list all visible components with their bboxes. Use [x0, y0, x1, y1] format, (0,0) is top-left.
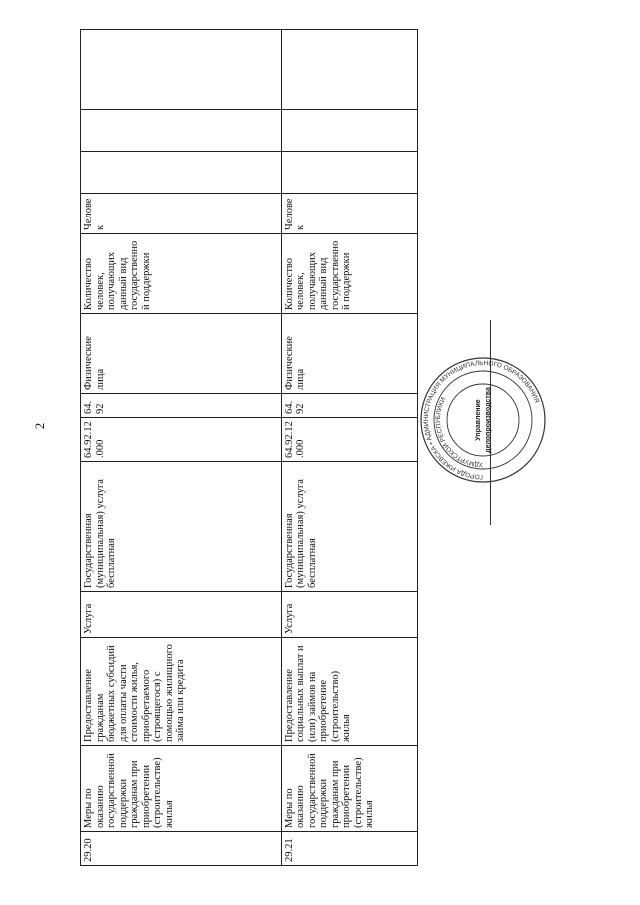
official-stamp-icon — [418, 355, 548, 485]
form-cell: Государственная (муниципальная) услуга бесплатная — [81, 462, 282, 592]
okved-cell: 64.92.12.000 — [281, 418, 417, 462]
empty-cell — [281, 110, 417, 152]
empty-cell — [281, 30, 417, 110]
empty-cell — [81, 152, 282, 194]
description-cell: Предоставление социальных выплат и (или) займов на приобретение (строительство) жилья — [281, 638, 417, 746]
type-cell: Услуга — [281, 592, 417, 638]
row-number: 29.20 — [81, 832, 282, 866]
empty-cell — [281, 152, 417, 194]
table-row — [81, 30, 282, 866]
stamp-center-line1: Управление — [475, 399, 482, 441]
empty-cell — [81, 110, 282, 152]
recipients-cell: Физические лица — [281, 314, 417, 394]
unit-cell: Человек — [281, 194, 417, 234]
measure-cell: Меры по оказанию государственной поддержки гражданам при приобретении (строительстве) жилья — [81, 746, 282, 832]
page-number: 2 — [32, 422, 47, 430]
type-cell: Услуга — [81, 592, 282, 638]
services-table — [80, 29, 418, 866]
description-cell: Предоставление гражданам бюджетных субсидий для оплаты части стоимости жилья, приобретаемого (строящегося) с помощью жилищного займа или кредита — [81, 638, 282, 746]
row-number: 29.21 — [281, 832, 417, 866]
stamp-outer-text: ГОРОДА ИЖЕВСКА • АДМИНИСТРАЦИЯ МУНИЦИПАЛЬНОГО ОБРАЗОВАНИЯ — [422, 359, 541, 481]
empty-cell — [81, 30, 282, 110]
form-cell: Государственная (муниципальная) услуга бесплатная — [281, 462, 417, 592]
okved-cell: 64.92.12.000 — [81, 418, 282, 462]
measure-cell: Меры по оказанию государственной поддержки гражданам при приобретении (строительстве) жилья — [281, 746, 417, 832]
recipients-cell: Физические лица — [81, 314, 282, 394]
stamp-inner-text: УДМУРТСКОЙ РЕСПУБЛИКИ — [434, 396, 484, 469]
indicator-cell: Количество человек, получающих данный вид государственной поддержки — [81, 234, 282, 314]
table-row — [281, 30, 417, 866]
okved-short-cell: 64.92 — [81, 394, 282, 418]
stamp-center-line2: делопроизводства — [485, 387, 492, 453]
indicator-cell: Количество человек, получающих данный вид государственной поддержки — [281, 234, 417, 314]
okved-short-cell: 64.92 — [281, 394, 417, 418]
services-table-wrapper — [80, 30, 418, 866]
unit-cell: Человек — [81, 194, 282, 234]
